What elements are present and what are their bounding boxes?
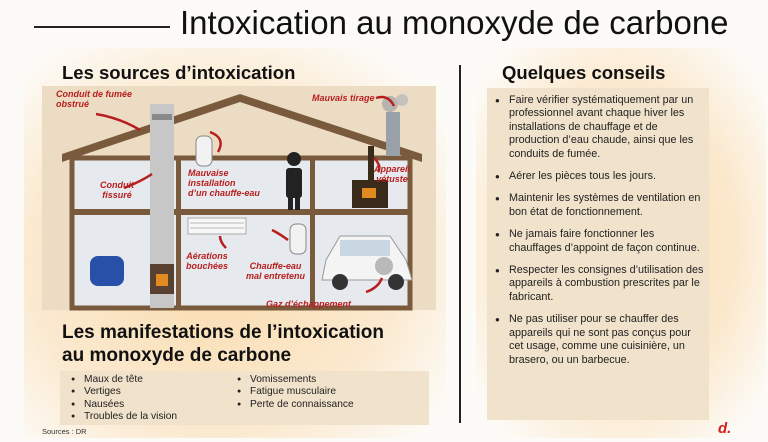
person-head xyxy=(287,152,301,166)
water-heater-lower xyxy=(290,224,306,254)
symptom-item: ● Fatigue musculaire xyxy=(236,386,354,398)
smoke xyxy=(396,94,408,106)
fireplace-fire xyxy=(156,274,168,286)
symptom-item: ● Vomissements xyxy=(236,374,354,386)
person-leg xyxy=(295,196,300,210)
source-credit: Sources : DR xyxy=(42,427,87,436)
publisher-logo: d. xyxy=(718,420,732,437)
conseil-item: ● Ne pas utiliser pour se chauffer des appareils qui ne sont pas conçus pour cet usage, comme une cuisinière, un brasero, ou un barbecue. xyxy=(495,313,707,367)
symptom-item: ● Maux de tête xyxy=(70,374,177,386)
floor-ground xyxy=(72,306,410,310)
title-rule xyxy=(34,26,170,28)
label-conduit-fissure: Conduit fissuré xyxy=(100,180,134,200)
label-mauvais-tirage: Mauvais tirage xyxy=(312,93,375,103)
roof-chimney xyxy=(386,112,400,156)
symptom-item: ● Vertiges xyxy=(70,386,177,398)
label-mauvaise-installation: Mauvaise installation d’un chauffe-eau xyxy=(188,168,260,198)
air-vent xyxy=(188,218,246,234)
conseil-item: ● Faire vérifier systématiquement par un professionnel avant chaque hiver les installations de chauffage et de production d’eau chaude, ainsi que les conduits de fumée. xyxy=(495,94,707,161)
conseil-item: ● Ne jamais faire fonctionner les chauffages d’appoint de façon continue. xyxy=(495,228,707,255)
symptom-item: ● Troubles de la vision xyxy=(70,411,177,423)
water-heater-upper xyxy=(196,136,212,166)
symptoms-list-1 xyxy=(70,374,177,423)
person-body xyxy=(286,168,302,198)
label-conduit-obstrue: Conduit de fumée obstrué xyxy=(56,89,132,109)
exhaust-smoke xyxy=(375,257,393,275)
floor-upper xyxy=(72,209,410,215)
symptom-item: ● Perte de connaissance xyxy=(236,399,354,411)
conseils-list xyxy=(495,94,707,376)
conseil-item: ● Aérer les pièces tous les jours. xyxy=(495,170,707,183)
manifestations-heading-line2: au monoxyde de carbone xyxy=(62,345,292,366)
label-aerations-bouchees: Aérations bouchées xyxy=(186,251,229,271)
car-wheel xyxy=(388,274,404,290)
symptom-item: ● Nausées xyxy=(70,399,177,411)
page-title: Intoxication au monoxyde de carbone xyxy=(180,4,729,41)
person-leg xyxy=(288,196,293,210)
symptoms-list-2 xyxy=(236,374,354,411)
inner-wall-left xyxy=(176,158,181,308)
armchair xyxy=(90,256,124,286)
inner-wall-right xyxy=(310,158,315,308)
label-gaz-echappement: Gaz d’échappement xyxy=(266,299,352,309)
manifestations-heading-line1: Les manifestations de l’intoxication xyxy=(62,322,385,343)
car-windshield xyxy=(340,240,390,256)
conseil-item: ● Maintenir les systèmes de ventilation en bon état de fonctionnement. xyxy=(495,192,707,219)
car-wheel xyxy=(332,274,348,290)
label-appareil-vetuste: Appareil vétuste xyxy=(374,164,411,184)
sources-heading: Les sources d’intoxication xyxy=(62,62,296,83)
duct-blockage xyxy=(152,114,172,120)
conseil-item: ● Respecter les consignes d’utilisation des appareils à combustion prescrites par le fabricant. xyxy=(495,264,707,304)
column-divider xyxy=(459,65,461,423)
conseils-heading: Quelques conseils xyxy=(502,62,666,83)
stove-fire xyxy=(362,188,376,198)
label-chauffe-eau: Chauffe-eau mal entretenu xyxy=(246,261,306,281)
